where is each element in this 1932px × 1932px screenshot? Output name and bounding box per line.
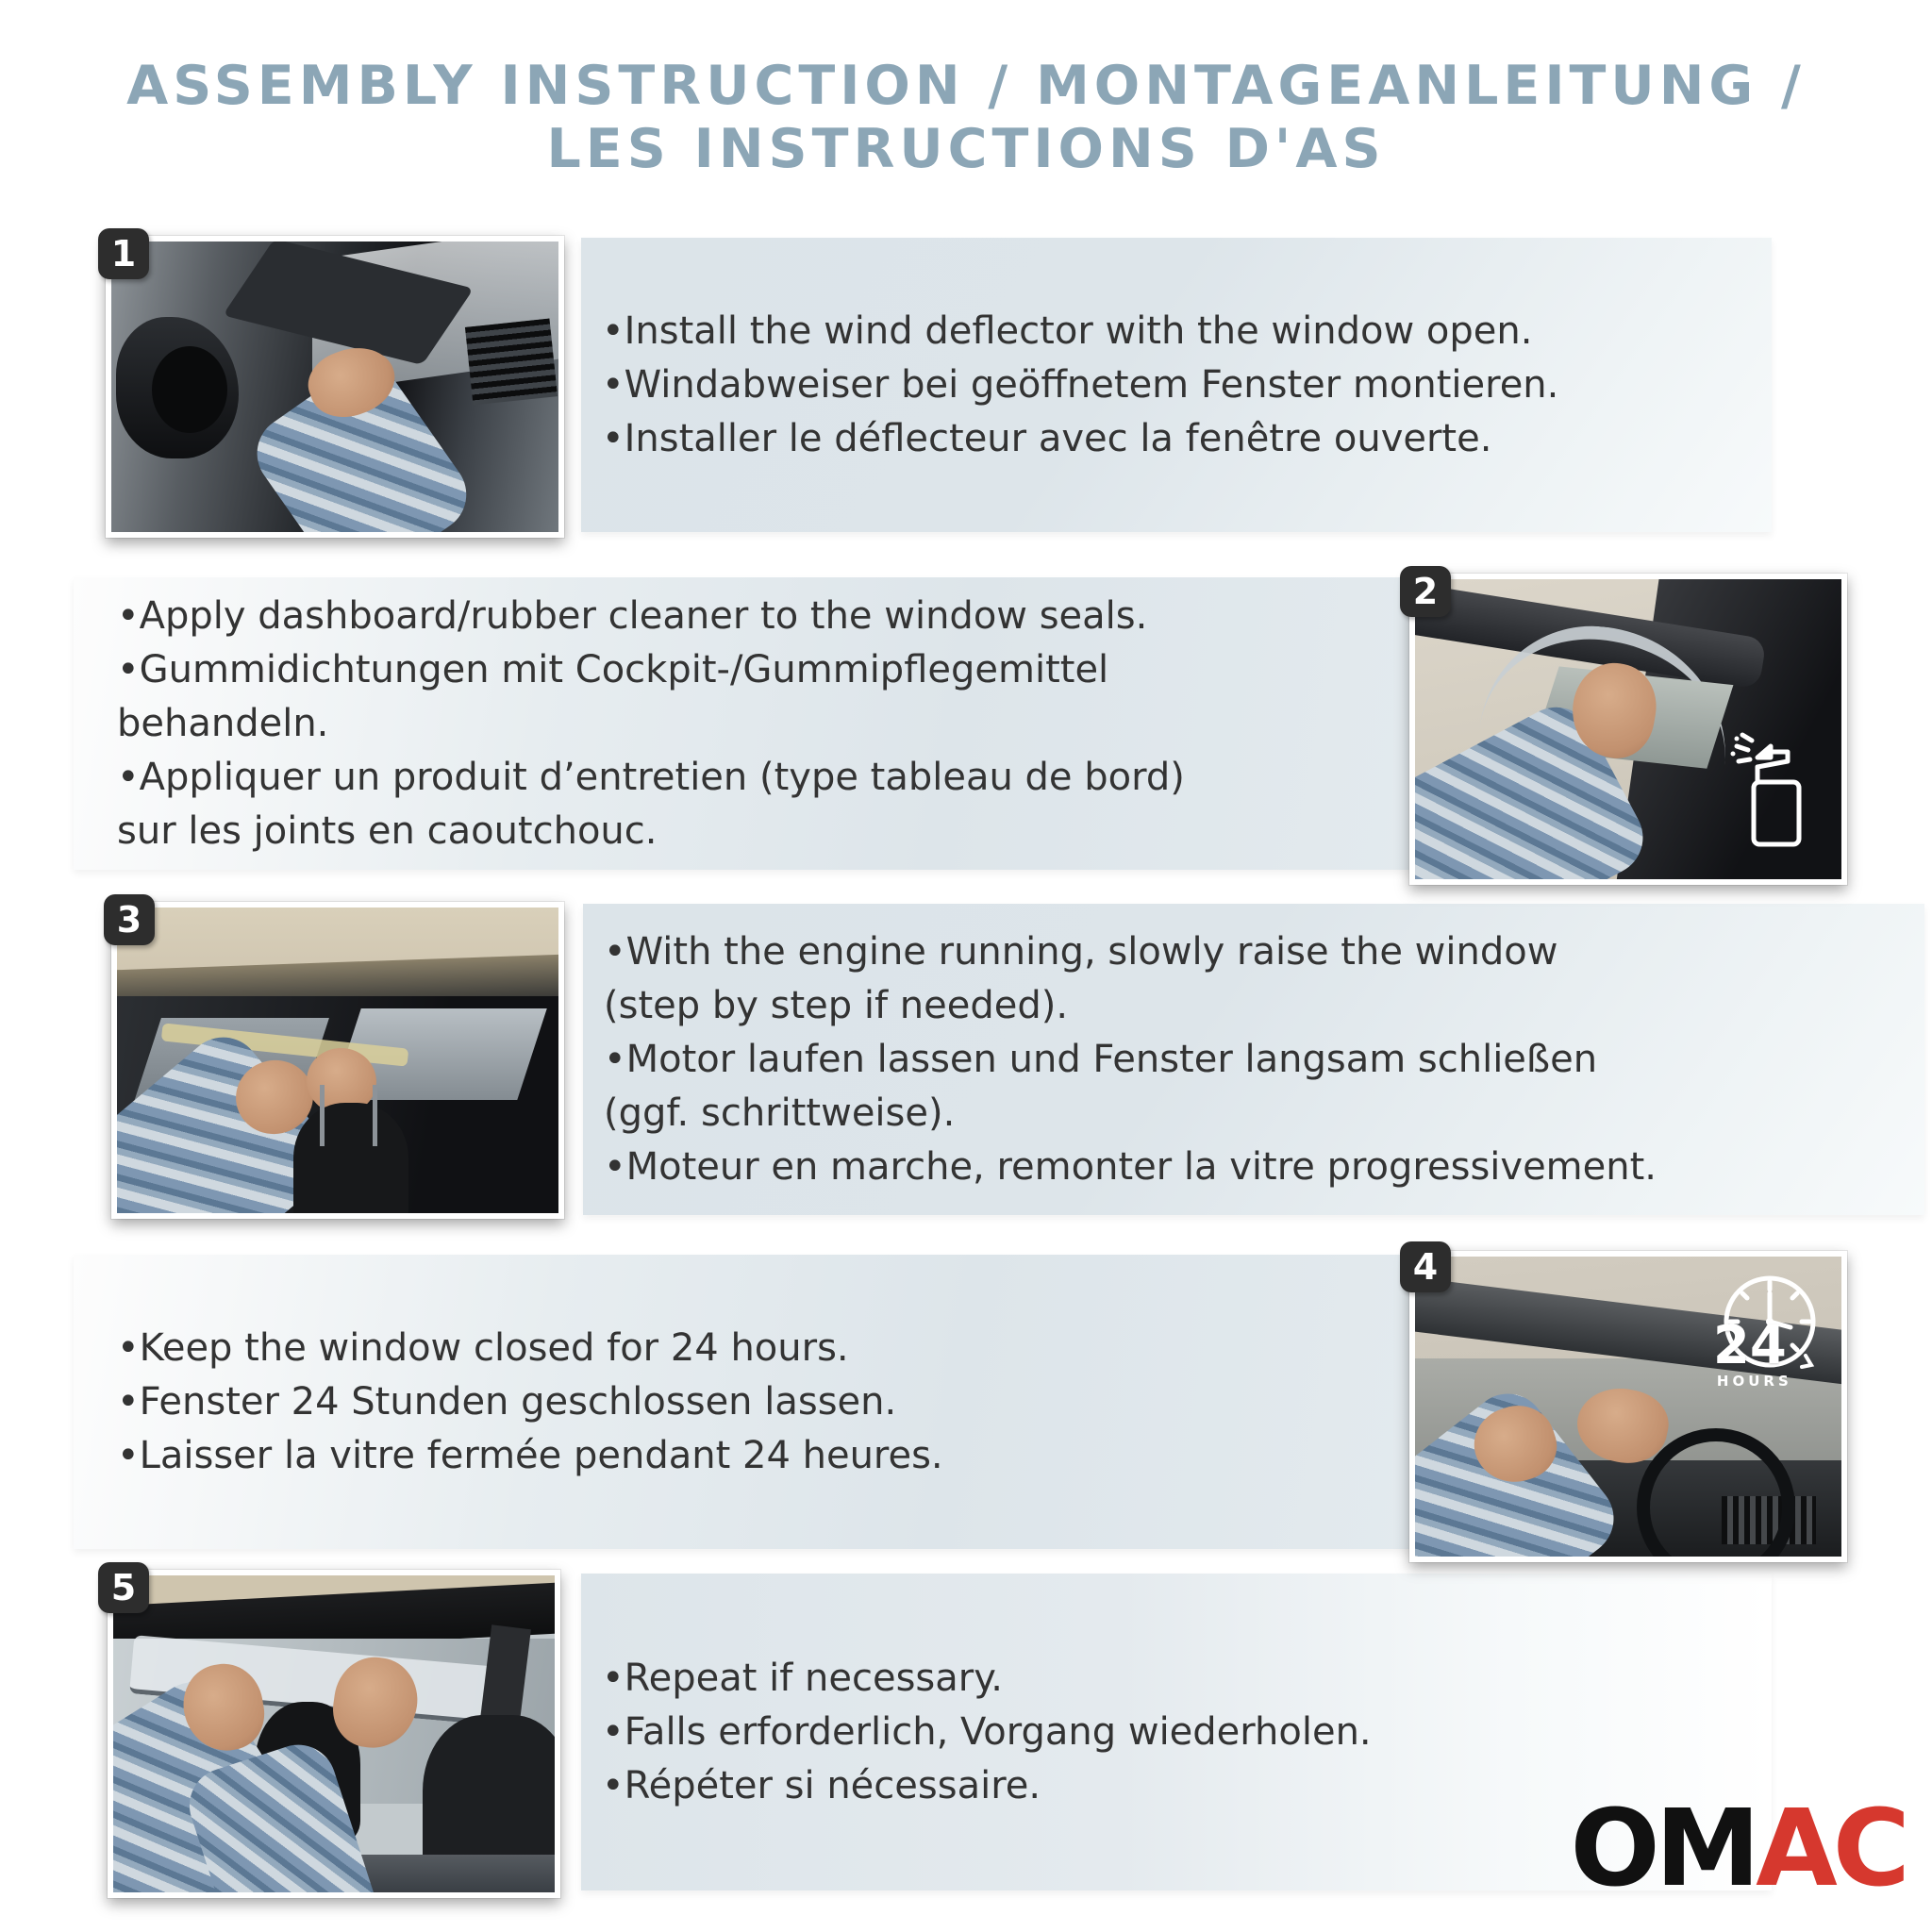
step-1-text-panel	[581, 238, 1772, 532]
step-3-line-en-1: •With the engine running, slowly raise the window	[604, 929, 1558, 974]
step-4-number: 4	[1412, 1246, 1439, 1288]
step-3-line-en-2: (step by step if needed).	[604, 983, 1069, 1027]
step-1-number: 1	[110, 233, 137, 275]
step-4-text-panel	[74, 1255, 1415, 1549]
step-1-line-en: •Install the wind deflector with the window open.	[602, 308, 1533, 353]
step-2-line-fr-2: sur les joints en caoutchouc.	[117, 808, 658, 853]
spray-bottle-icon	[1729, 729, 1820, 850]
step-3-photo-scene	[117, 908, 558, 1213]
step-3-text-panel	[583, 904, 1924, 1215]
step-4-photo	[1409, 1251, 1847, 1562]
step-2-photo	[1409, 574, 1847, 885]
step-1-line-fr: •Installer le déflecteur avec la fenêtre ouverte.	[602, 416, 1492, 460]
step-1-line-de: •Windabweiser bei geöffnetem Fenster montieren.	[602, 362, 1559, 407]
step-1-photo	[106, 236, 564, 538]
24-hours-clock-icon	[1711, 1269, 1824, 1393]
step-3-number-badge	[104, 894, 155, 945]
step-4-line-de: •Fenster 24 Stunden geschlossen lassen.	[117, 1379, 897, 1424]
step-5-line-fr: •Répéter si nécessaire.	[602, 1763, 1041, 1807]
step-2-line-en: •Apply dashboard/rubber cleaner to the window seals.	[117, 593, 1148, 638]
page-title-line2: LES INSTRUCTIONS D'AS	[546, 118, 1386, 180]
step-5-number-badge	[98, 1562, 149, 1613]
step-1-number-badge	[98, 228, 149, 279]
page-title-line1: ASSEMBLY INSTRUCTION / MONTAGEANLEITUNG /	[126, 55, 1806, 117]
step-2-line-de-1: •Gummidichtungen mit Cockpit-/Gummipflegemittel	[117, 647, 1109, 691]
step-1-photo-scene	[111, 242, 558, 532]
clock-hours-label: HOURS	[1716, 1372, 1792, 1390]
step-2-line-fr-1: •Appliquer un produit d’entretien (type tableau de bord)	[117, 755, 1185, 799]
step-5-photo-scene	[113, 1575, 555, 1892]
step-4-number-badge	[1400, 1241, 1451, 1292]
step-4-line-fr: •Laisser la vitre fermée pendant 24 heures.	[117, 1433, 943, 1477]
step-4-line-en: •Keep the window closed for 24 hours.	[117, 1325, 849, 1370]
step-5-photo	[108, 1570, 560, 1898]
step-4-photo-scene	[1415, 1257, 1841, 1557]
step-3-line-de-2: (ggf. schrittweise).	[604, 1091, 956, 1135]
omac-logo	[1570, 1788, 1906, 1910]
step-2-number-badge	[1400, 566, 1451, 617]
step-2-text-panel	[74, 577, 1415, 870]
step-2-number: 2	[1412, 571, 1439, 612]
step-5-line-en: •Repeat if necessary.	[602, 1656, 1003, 1700]
step-3-line-de-1: •Motor laufen lassen und Fenster langsam schließen	[604, 1037, 1598, 1081]
step-3-photo	[111, 902, 564, 1219]
step-2-line-de-2: behandeln.	[117, 701, 329, 745]
omac-logo-black-part: OM	[1570, 1788, 1757, 1910]
step-5-line-de: •Falls erforderlich, Vorgang wiederholen.	[602, 1709, 1372, 1754]
step-2-photo-scene	[1415, 579, 1841, 879]
omac-logo-red-part: AC	[1756, 1788, 1906, 1910]
clock-24-label: 24	[1712, 1314, 1787, 1376]
step-3-number: 3	[116, 899, 142, 941]
step-3-line-fr: •Moteur en marche, remonter la vitre progressivement.	[604, 1144, 1657, 1189]
page-title	[0, 55, 1932, 181]
step-5-number: 5	[110, 1567, 137, 1608]
